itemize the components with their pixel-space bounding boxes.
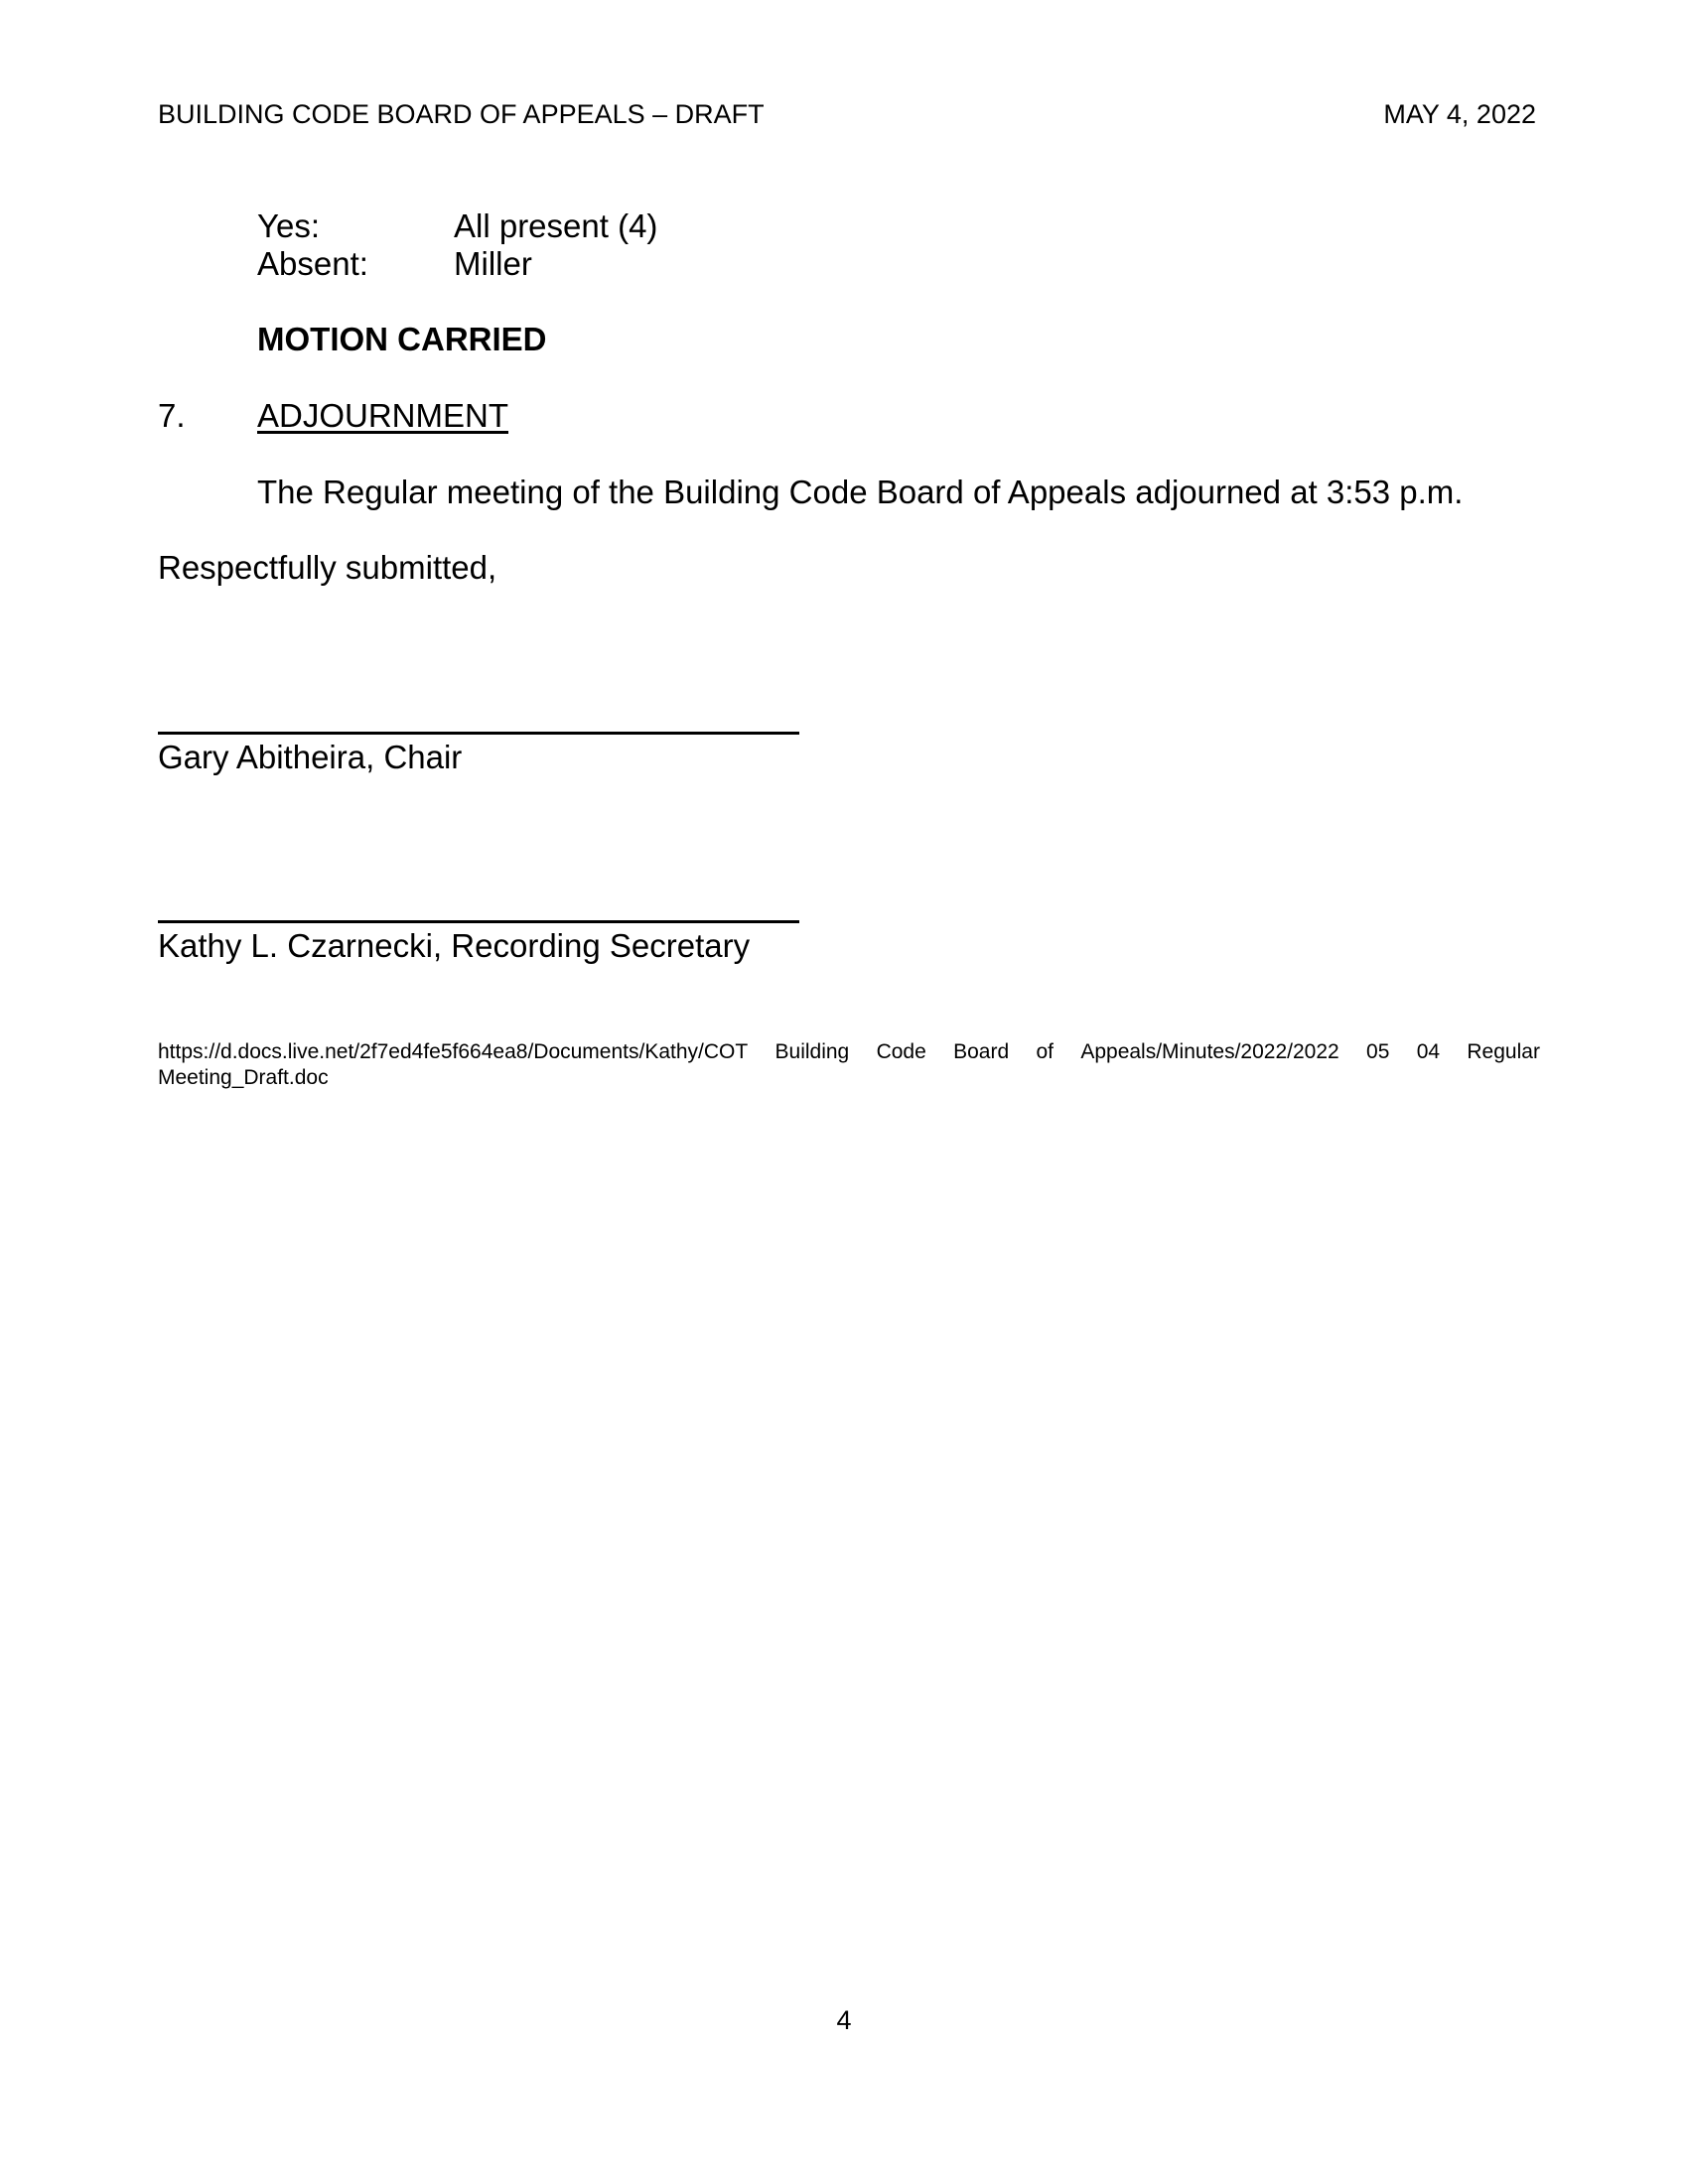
motion-result: MOTION CARRIED (257, 321, 547, 357)
signature-line-chair (158, 732, 799, 735)
file-path-line-2: Meeting_Draft.doc (158, 1066, 329, 1089)
signature-name-secretary: Kathy L. Czarnecki, Recording Secretary (158, 927, 751, 964)
item-number: 7. (158, 397, 186, 434)
header-title: BUILDING CODE BOARD OF APPEALS – DRAFT (158, 99, 765, 129)
signature-name-chair: Gary Abitheira, Chair (158, 739, 463, 775)
header-date: MAY 4, 2022 (1383, 99, 1536, 129)
item-title: ADJOURNMENT (257, 397, 508, 434)
file-path-word: https://d.docs.live.net/2f7ed4fe5f664ea8/Documents/Kathy/COT (158, 1040, 749, 1063)
file-path-word: Code (876, 1040, 926, 1063)
file-path-word: 05 (1366, 1040, 1390, 1063)
adjournment-paragraph: The Regular meeting of the Building Code Board of Appeals adjourned at 3:53 p.m. (257, 474, 1464, 510)
file-path-word: Regular (1467, 1040, 1540, 1063)
file-path-line-1 (158, 1039, 1540, 1065)
file-path-word: 04 (1416, 1040, 1441, 1063)
signature-line-secretary (158, 920, 799, 923)
page-number: 4 (836, 2005, 852, 2035)
vote-yes-label: Yes: (257, 207, 321, 244)
file-path-footer (158, 1039, 1540, 1091)
file-path-word: Board (953, 1040, 1010, 1063)
closing-text: Respectfully submitted, (158, 549, 497, 586)
vote-absent-label: Absent: (257, 245, 368, 282)
file-path-word: Appeals/Minutes/2022/2022 (1080, 1040, 1339, 1063)
file-path-word: Building (774, 1040, 850, 1063)
file-path-word: of (1036, 1040, 1054, 1063)
vote-absent-value: Miller (454, 245, 532, 282)
vote-yes-value: All present (4) (454, 207, 658, 244)
